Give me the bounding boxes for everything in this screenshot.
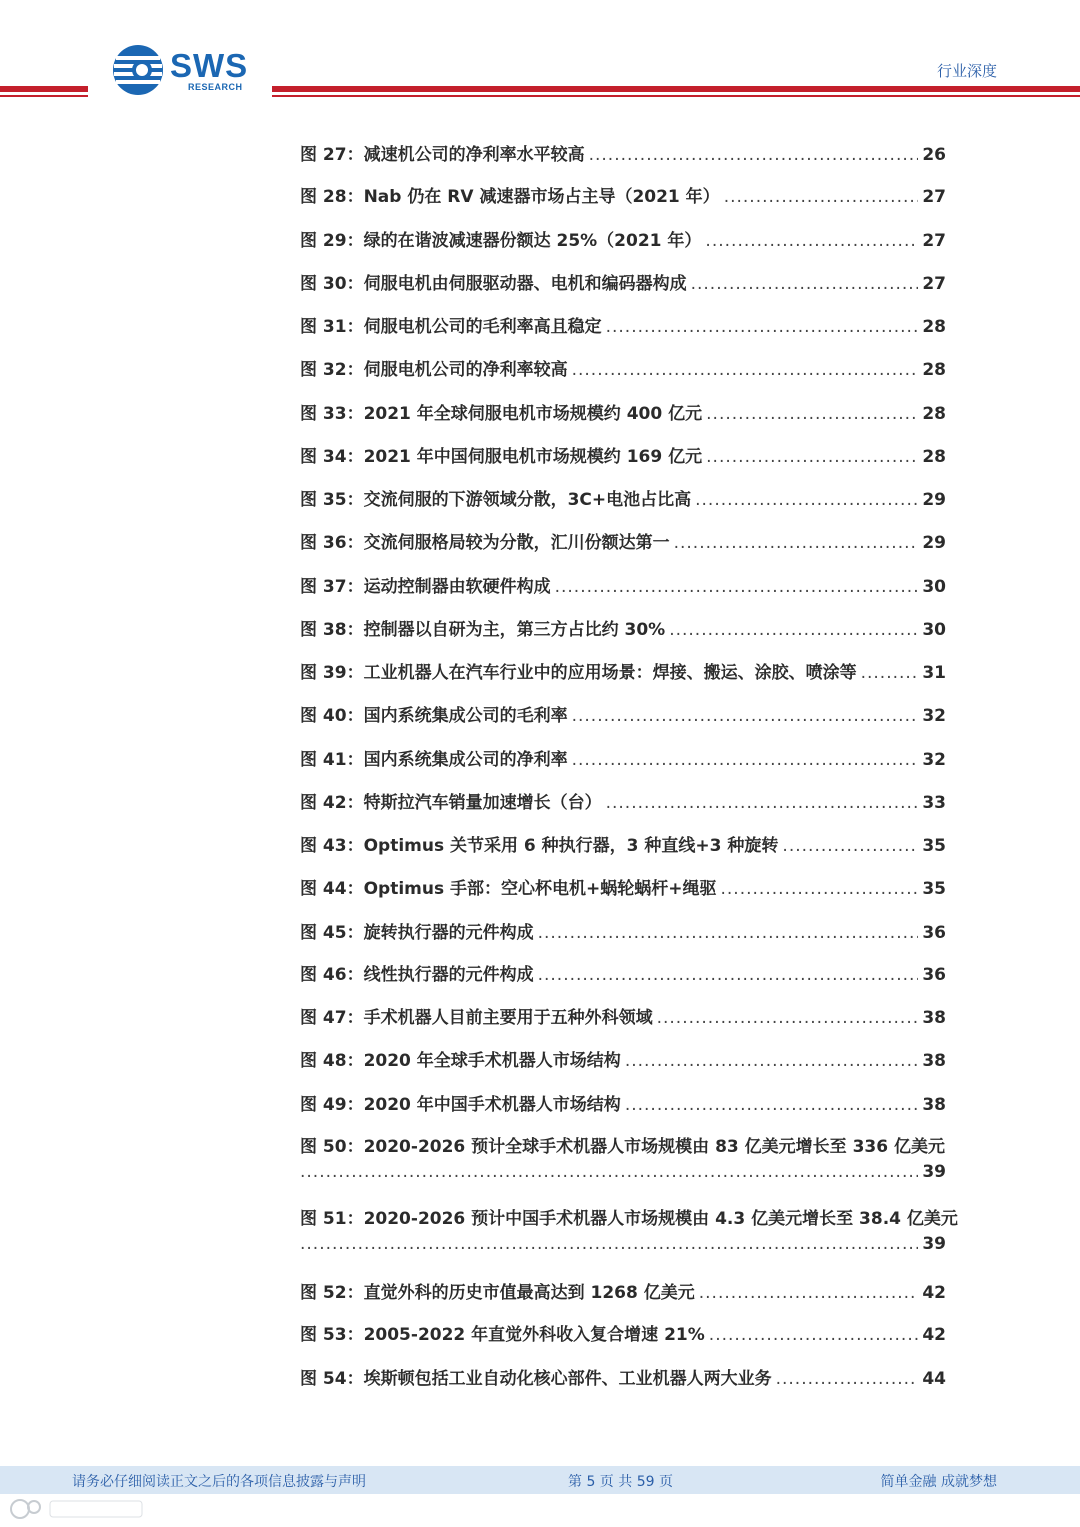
dot-leader [861, 663, 919, 683]
footer-page-number: 第 5 页 共 59 页 [568, 1474, 673, 1490]
toc-entry-page: 42 [922, 1283, 946, 1303]
toc-entry-label: 图 36：交流伺服格局较为分散，汇川份额达第一 [300, 533, 670, 553]
toc-entry[interactable] [300, 1090, 970, 1115]
document-type-label: 行业深度 [936, 62, 997, 80]
toc-entry-page: 27 [922, 187, 946, 207]
dot-leader [300, 1162, 918, 1182]
dot-leader [625, 1051, 919, 1071]
toc-entry-page: 30 [922, 577, 946, 597]
toc-entry-label: 图 44：Optimus 手部：空心杯电机+蜗轮蜗杆+绳驱 [300, 879, 717, 899]
toc-entry-label: 图 29：绿的在谐波减速器份额达 25%（2021 年） [300, 231, 702, 251]
toc-entry-page: 31 [922, 663, 946, 683]
dot-leader [699, 1283, 919, 1303]
toc-entry[interactable] [300, 918, 970, 943]
toc-entry[interactable] [300, 355, 970, 380]
toc-entry[interactable] [300, 442, 970, 467]
dot-leader [669, 620, 918, 640]
dot-leader [695, 490, 918, 510]
toc-entry-page: 29 [922, 490, 946, 510]
toc-entry[interactable] [300, 831, 970, 856]
dot-leader [674, 533, 919, 553]
toc-entry[interactable] [300, 572, 970, 597]
toc-entry-page: 27 [922, 231, 946, 251]
logo-subtitle: RESEARCH [188, 81, 243, 92]
toc-entry[interactable] [300, 658, 970, 683]
toc-entry[interactable] [300, 1364, 970, 1389]
dot-leader [776, 1369, 919, 1389]
toc-entry[interactable] [300, 485, 970, 510]
dot-leader [657, 1008, 919, 1028]
toc-entry-label: 图 49：2020 年中国手术机器人市场结构 [300, 1095, 621, 1115]
toc-entry[interactable] [300, 615, 970, 640]
toc-entry[interactable] [300, 1278, 970, 1303]
dot-leader [706, 404, 918, 424]
toc-entry-label: 图 31：伺服电机公司的毛利率高且稳定 [300, 317, 602, 337]
header-rule-left [0, 86, 88, 97]
dot-leader [706, 447, 918, 467]
toc-entry-label: 图 40：国内系统集成公司的毛利率 [300, 706, 568, 726]
toc-entry-label: 图 48：2020 年全球手术机器人市场结构 [300, 1051, 621, 1071]
toc-entry-label: 图 51：2020-2026 预计中国手术机器人市场规模由 4.3 亿美元增长至 38.4 亿美元 [300, 1209, 958, 1229]
watermark-logo-icon [8, 1495, 148, 1523]
sws-logo [112, 44, 248, 96]
toc-entry[interactable] [300, 528, 970, 553]
toc-entry-page: 38 [922, 1051, 946, 1071]
dot-leader [724, 187, 919, 207]
dot-leader [300, 1234, 918, 1254]
toc-entry-page: 39 [922, 1234, 946, 1254]
toc-entry-label: 图 34：2021 年中国伺服电机市场规模约 169 亿元 [300, 447, 703, 467]
toc-entry[interactable] [300, 226, 970, 251]
toc-entry[interactable] [300, 874, 970, 899]
toc-entry-page: 28 [922, 404, 946, 424]
dot-leader [589, 145, 919, 165]
toc-entry-label: 图 27：减速机公司的净利率水平较高 [300, 145, 585, 165]
toc-entry-page: 38 [922, 1008, 946, 1028]
toc-entry-page: 35 [922, 879, 946, 899]
toc-entry[interactable] [300, 312, 970, 337]
dot-leader [572, 360, 919, 380]
toc-entry[interactable] [300, 701, 970, 726]
toc-entry-label: 图 52：直觉外科的历史市值最高达到 1268 亿美元 [300, 1283, 695, 1303]
toc-entry-label: 图 47：手术机器人目前主要用于五种外科领域 [300, 1008, 653, 1028]
toc-entry[interactable] [300, 960, 970, 985]
dot-leader [538, 923, 919, 943]
logo-name: SWS [170, 46, 249, 84]
toc-entry-page: 30 [922, 620, 946, 640]
toc-entry-label: 图 45：旋转执行器的元件构成 [300, 923, 534, 943]
toc-entry[interactable] [300, 140, 970, 165]
toc-entry[interactable] [300, 1003, 970, 1028]
footer-disclaimer: 请务必仔细阅读正文之后的各项信息披露与声明 [72, 1474, 366, 1490]
dot-leader [606, 793, 919, 813]
toc-entry-label: 图 41：国内系统集成公司的净利率 [300, 750, 568, 770]
toc-entry-page: 44 [922, 1369, 946, 1389]
toc-entry-page: 38 [922, 1095, 946, 1115]
toc-entry-page: 39 [922, 1162, 946, 1182]
toc-entry-label: 图 46：线性执行器的元件构成 [300, 965, 534, 985]
sws-globe-icon [112, 44, 164, 96]
toc-entry-label: 图 28：Nab 仍在 RV 减速器市场占主导（2021 年） [300, 187, 720, 207]
toc-entry[interactable] [300, 1320, 970, 1345]
dot-leader [538, 965, 919, 985]
toc-entry[interactable] [300, 269, 970, 294]
dot-leader [606, 317, 919, 337]
toc-entry-page: 27 [922, 274, 946, 294]
toc-entry-label: 图 30：伺服电机由伺服驱动器、电机和编码器构成 [300, 274, 687, 294]
toc-entry-page: 29 [922, 533, 946, 553]
toc-entry-page: 32 [922, 706, 946, 726]
toc-entry-label: 图 50：2020-2026 预计全球手术机器人市场规模由 83 亿美元增长至 336 亿美元 [300, 1137, 945, 1157]
toc-entry-label: 图 39：工业机器人在汽车行业中的应用场景：焊接、搬运、涂胶、喷涂等 [300, 663, 857, 683]
dot-leader [705, 231, 918, 251]
dot-leader [572, 750, 919, 770]
toc-entry[interactable] [300, 788, 970, 813]
toc-entry-page: 36 [922, 923, 946, 943]
toc-entry-label: 图 53：2005-2022 年直觉外科收入复合增速 21% [300, 1325, 705, 1345]
toc-entry-page: 36 [922, 965, 946, 985]
dot-leader [691, 274, 919, 294]
toc-entry[interactable] [300, 745, 970, 770]
toc-entry-label: 图 33：2021 年全球伺服电机市场规模约 400 亿元 [300, 404, 703, 424]
dot-leader [782, 836, 918, 856]
toc-entry-label: 图 43：Optimus 关节采用 6 种执行器，3 种直线+3 种旋转 [300, 836, 779, 856]
dot-leader [572, 706, 919, 726]
toc-entry-page: 33 [922, 793, 946, 813]
toc-entry-page: 42 [922, 1325, 946, 1345]
toc-entry-page: 28 [922, 317, 946, 337]
toc-entry-page: 26 [922, 145, 946, 165]
dot-leader [555, 577, 919, 597]
header-rule-right [272, 86, 1080, 97]
toc-entry-page: 35 [922, 836, 946, 856]
page-header [0, 0, 1080, 110]
toc-entry-label: 图 32：伺服电机公司的净利率较高 [300, 360, 568, 380]
toc-entry-page: 32 [922, 750, 946, 770]
toc-entry[interactable] [300, 1204, 970, 1256]
toc-entry-page: 28 [922, 360, 946, 380]
dot-leader [721, 879, 919, 899]
dot-leader [709, 1325, 919, 1345]
toc-entry[interactable] [300, 182, 970, 207]
toc-entry-label: 图 38：控制器以自研为主，第三方占比约 30% [300, 620, 666, 640]
dot-leader [625, 1095, 919, 1115]
toc-entry-label: 图 37：运动控制器由软硬件构成 [300, 577, 551, 597]
toc-entry-label: 图 42：特斯拉汽车销量加速增长（台） [300, 793, 602, 813]
toc-entry[interactable] [300, 399, 970, 424]
toc-entry-label: 图 35：交流伺服的下游领域分散，3C+电池占比高 [300, 490, 692, 510]
toc-entry[interactable] [300, 1046, 970, 1071]
toc-entry-page: 28 [922, 447, 946, 467]
toc-entry[interactable] [300, 1132, 970, 1184]
toc-entry-label: 图 54：埃斯顿包括工业自动化核心部件、工业机器人两大业务 [300, 1369, 772, 1389]
footer-slogan: 简单金融 成就梦想 [880, 1474, 997, 1490]
